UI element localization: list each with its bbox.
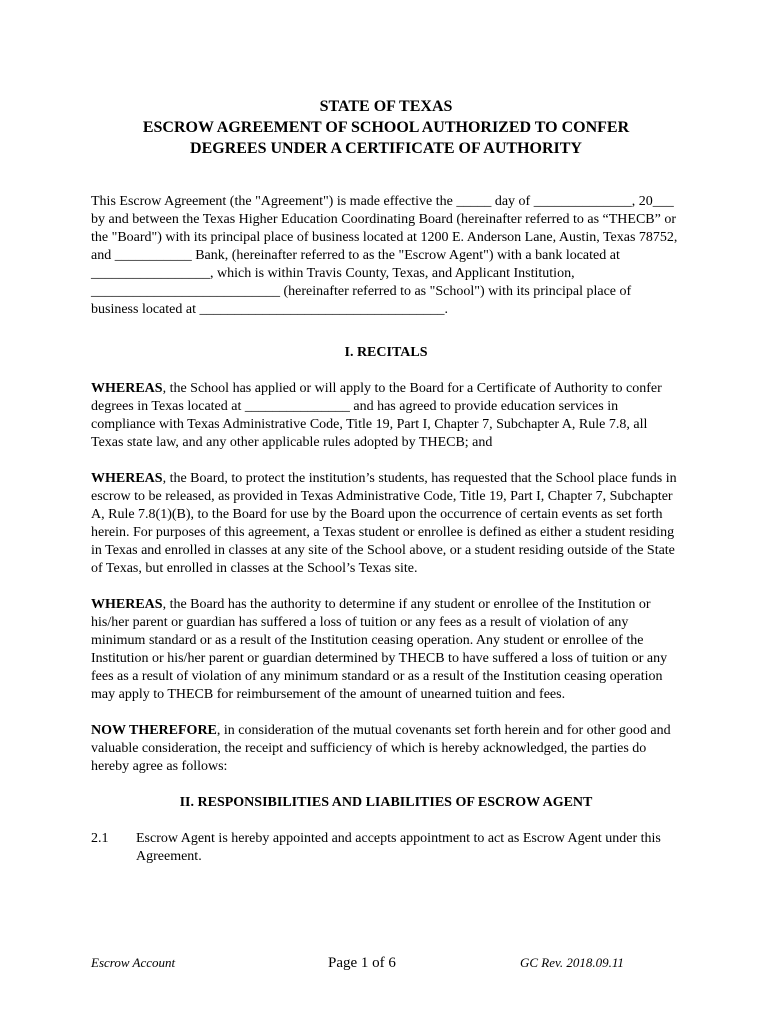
now-therefore-paragraph — [91, 722, 681, 776]
whereas-lead: WHEREAS — [91, 471, 163, 486]
intro-paragraph: This Escrow Agreement (the "Agreement") is made effective the _____ day of ______________, 20___ by and between the Texas Higher Education Coordinating Board (hereinafter referred to as “THECB” or the "Board") with its principal place of business located at 1200 E. Anderson Lane, Austin, Texas 78752, and ___________ Bank, (hereinafter referred to as the "Escrow Agent") with a bank located at _________________, which is within Travis County, Texas, and Applicant Institution, ___________________________ (hereinafter referred to as "School") with its principal place of business located at ___________________________________. — [91, 194, 678, 317]
numbered-item-2-1 — [91, 830, 681, 866]
whereas-lead: WHEREAS — [91, 597, 163, 612]
footer-revision: GC Rev. 2018.09.11 — [520, 955, 624, 970]
item-text: Escrow Agent is hereby appointed and accepts appointment to act as Escrow Agent under this Agreement. — [136, 831, 661, 864]
whereas-text: , the School has applied or will apply to the Board for a Certificate of Authority to confer degrees in Texas located at _______________ and has agreed to provide education services in compliance with Texas Administrative Code, Title 19, Part I, Chapter 7, Subchapter A, Rule 7.8, all Texas state law, and any other applicable rules adopted by THECB; and — [91, 381, 662, 450]
whereas-text: , the Board has the authority to determine if any student or enrollee of the Institution or his/her parent or guardian has suffered a loss of tuition or any fees as a result of violation of any minimum standard or as a result of the Institution ceasing operation. Any student or enrollee of the Institution or his/her parent or guardian determined by THECB to have suffered a loss of tuition or any fees as a result of violation of any minimum standard or as a result of the Institution ceasing operation may apply to THECB for reimbursement of the amount of unearned tuition and fees. — [91, 597, 668, 702]
title-line-1: STATE OF TEXAS — [319, 98, 453, 115]
now-therefore-lead: NOW THEREFORE — [91, 723, 217, 738]
whereas-text: , the Board, to protect the institution’s students, has requested that the School place funds in escrow to be released, as provided in Texas Administrative Code, Title 19, Part I, Chapter 7, Subchapter A, Rule 7.8(1)(B), to the Board for use by the Board upon the occurrence of certain events as set forth herein. For purposes of this agreement, a Texas student or enrollee is defined as either a student residing in Texas and enrolled in classes at any site of the School above, or a student residing outside of the State of Texas, but enrolled in classes at the School’s Texas site. — [91, 471, 677, 576]
whereas-paragraph-3 — [91, 596, 681, 704]
footer-page-number: Page 1 of 6 — [328, 955, 396, 971]
now-therefore-text: , in consideration of the mutual covenants set forth herein and for other good and valuable consideration, the receipt and sufficiency of which is hereby acknowledged, the parties do hereby agree as follows: — [91, 723, 671, 774]
item-number: 2.1 — [91, 831, 109, 846]
whereas-lead: WHEREAS — [91, 381, 163, 396]
whereas-paragraph-1 — [91, 380, 681, 452]
document-page — [91, 96, 681, 866]
section-heading-responsibilities: II. RESPONSIBILITIES AND LIABILITIES OF ESCROW AGENT — [179, 795, 593, 810]
title-line-2: ESCROW AGREEMENT OF SCHOOL AUTHORIZED TO CONFER — [142, 119, 630, 136]
page-footer — [91, 953, 641, 973]
title-line-3: DEGREES UNDER A CERTIFICATE OF AUTHORITY — [190, 140, 582, 157]
whereas-paragraph-2 — [91, 470, 681, 578]
section-heading-recitals: I. RECITALS — [344, 345, 428, 360]
footer-document-label: Escrow Account — [91, 955, 176, 970]
